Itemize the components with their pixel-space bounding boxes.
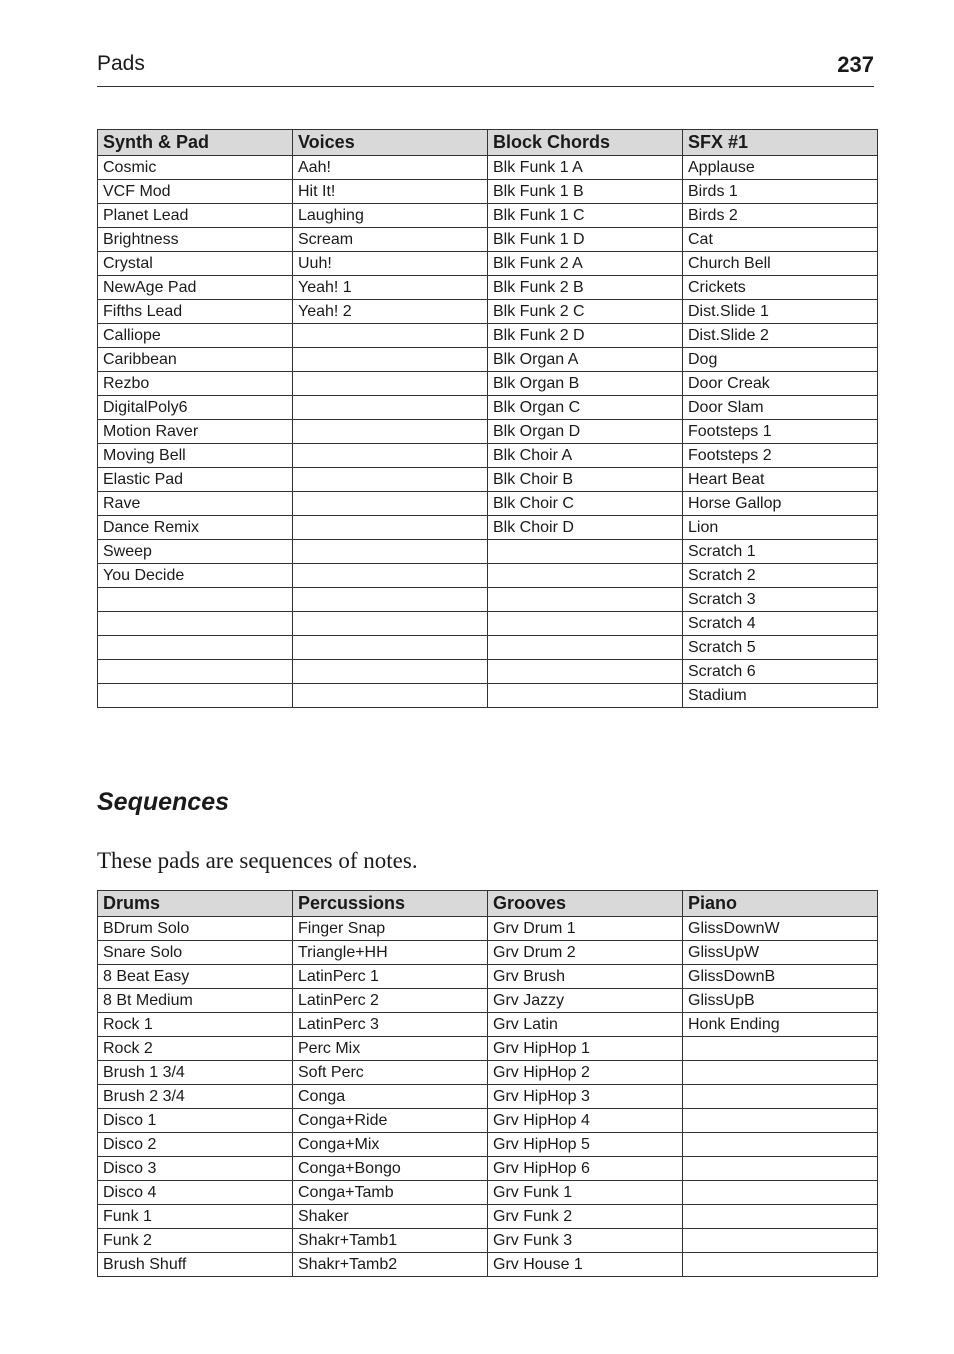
table-cell: Footsteps 1 [683,420,878,444]
table-row [98,420,878,444]
table-cell: Birds 1 [683,180,878,204]
table-cell: Finger Snap [293,917,488,941]
table-row [98,180,878,204]
table-cell [488,684,683,708]
table-cell [293,468,488,492]
table-cell: Grv HipHop 2 [488,1061,683,1085]
table-cell: Grv HipHop 4 [488,1109,683,1133]
table-row [98,660,878,684]
table-cell: Grv Latin [488,1013,683,1037]
table-row [98,989,878,1013]
table-row [98,492,878,516]
table-cell [683,1229,878,1253]
pads-table-1 [97,129,878,708]
table-row [98,1085,878,1109]
table-cell: Hit It! [293,180,488,204]
column-header: Piano [683,891,878,917]
table-cell [683,1085,878,1109]
table-cell [293,396,488,420]
table-row [98,636,878,660]
table-cell: Grv Drum 2 [488,941,683,965]
table-cell: Scratch 5 [683,636,878,660]
table-cell: Birds 2 [683,204,878,228]
table-row [98,396,878,420]
column-header: Block Chords [488,130,683,156]
page-number: 237 [837,52,874,77]
table-cell: Brightness [98,228,293,252]
table-cell [683,1157,878,1181]
table-cell: Blk Funk 1 C [488,204,683,228]
table-cell: Grv HipHop 3 [488,1085,683,1109]
table-cell: Blk Choir C [488,492,683,516]
table-cell: Footsteps 2 [683,444,878,468]
column-header: Voices [293,130,488,156]
table-cell [98,636,293,660]
table-row [98,588,878,612]
table-cell [98,660,293,684]
table-cell: Funk 1 [98,1205,293,1229]
column-header: Percussions [293,891,488,917]
table-row [98,965,878,989]
table-row [98,1013,878,1037]
table-row [98,1229,878,1253]
table-cell: NewAge Pad [98,276,293,300]
table-cell: Blk Funk 2 A [488,252,683,276]
table-row [98,1061,878,1085]
table-cell: Scratch 1 [683,540,878,564]
table-row [98,1133,878,1157]
table-cell: Lion [683,516,878,540]
table-row [98,540,878,564]
table-cell: Disco 4 [98,1181,293,1205]
table-cell: Blk Funk 2 B [488,276,683,300]
table-cell [293,636,488,660]
table-row [98,1253,878,1277]
table-cell: Conga+Mix [293,1133,488,1157]
table-cell: Shakr+Tamb2 [293,1253,488,1277]
table-row [98,252,878,276]
table-cell: Blk Funk 2 C [488,300,683,324]
table-row [98,612,878,636]
table-cell: Blk Organ D [488,420,683,444]
table-cell [293,660,488,684]
table-cell: Elastic Pad [98,468,293,492]
table-cell: DigitalPoly6 [98,396,293,420]
table-cell: Blk Choir A [488,444,683,468]
table-row [98,1181,878,1205]
table-cell: Conga+Tamb [293,1181,488,1205]
table-cell: Blk Organ B [488,372,683,396]
table-cell: GlissUpB [683,989,878,1013]
table-cell: Grv Funk 2 [488,1205,683,1229]
table-cell: GlissDownB [683,965,878,989]
table-cell: Disco 3 [98,1157,293,1181]
table-cell [488,660,683,684]
table-cell [293,684,488,708]
table-cell: Door Slam [683,396,878,420]
table-cell: Cat [683,228,878,252]
table-cell: Horse Gallop [683,492,878,516]
table-cell: Rock 2 [98,1037,293,1061]
table-row [98,684,878,708]
table-row [98,204,878,228]
table-cell: Blk Funk 2 D [488,324,683,348]
table-cell: Blk Organ A [488,348,683,372]
table-row [98,156,878,180]
table-cell: LatinPerc 1 [293,965,488,989]
table-cell: Blk Organ C [488,396,683,420]
table-cell: Blk Choir B [488,468,683,492]
table-cell: VCF Mod [98,180,293,204]
table-cell: Planet Lead [98,204,293,228]
table-cell: Rezbo [98,372,293,396]
table-cell: Yeah! 2 [293,300,488,324]
table-cell [293,348,488,372]
table-cell: Funk 2 [98,1229,293,1253]
table-row [98,564,878,588]
table-cell: LatinPerc 2 [293,989,488,1013]
table-cell: Scratch 2 [683,564,878,588]
table-cell: Brush 2 3/4 [98,1085,293,1109]
table-cell: Grv Brush [488,965,683,989]
column-header: Synth & Pad [98,130,293,156]
table-cell: Stadium [683,684,878,708]
table-header-row [98,130,878,156]
table-cell: Blk Funk 1 A [488,156,683,180]
table-cell: Grv Drum 1 [488,917,683,941]
table-cell: Dist.Slide 1 [683,300,878,324]
table-cell: Moving Bell [98,444,293,468]
table-cell [488,564,683,588]
table-cell: Door Creak [683,372,878,396]
table-cell [683,1253,878,1277]
table-row [98,444,878,468]
table-cell: Grv House 1 [488,1253,683,1277]
page-header [97,50,874,87]
table-cell: Rave [98,492,293,516]
table-cell [293,540,488,564]
table-cell: Yeah! 1 [293,276,488,300]
table-cell: Scratch 6 [683,660,878,684]
table-cell: Cosmic [98,156,293,180]
table-row [98,1157,878,1181]
table-cell: Scratch 4 [683,612,878,636]
table-row [98,372,878,396]
section-description: These pads are sequences of notes. [97,848,418,873]
table-cell [293,324,488,348]
table-cell: Disco 1 [98,1109,293,1133]
table-cell: Aah! [293,156,488,180]
table-cell: Snare Solo [98,941,293,965]
table-cell [293,564,488,588]
table-cell [293,492,488,516]
table-cell: LatinPerc 3 [293,1013,488,1037]
table-cell: 8 Beat Easy [98,965,293,989]
table-cell: GlissDownW [683,917,878,941]
table-cell: Rock 1 [98,1013,293,1037]
table-row [98,1109,878,1133]
table-cell [488,612,683,636]
table-row [98,917,878,941]
table-cell: Grv HipHop 6 [488,1157,683,1181]
table-cell [98,612,293,636]
table-cell: Caribbean [98,348,293,372]
table-cell [683,1205,878,1229]
table-cell: Disco 2 [98,1133,293,1157]
table-cell: Applause [683,156,878,180]
table-cell [488,540,683,564]
table-cell: Shakr+Tamb1 [293,1229,488,1253]
table-cell [293,588,488,612]
table-row [98,228,878,252]
table-cell: Fifths Lead [98,300,293,324]
table-cell: Grv HipHop 5 [488,1133,683,1157]
table-cell: Calliope [98,324,293,348]
table-row [98,300,878,324]
table-cell: 8 Bt Medium [98,989,293,1013]
table-cell: Motion Raver [98,420,293,444]
table-row [98,1205,878,1229]
table-cell [683,1061,878,1085]
table-row [98,1037,878,1061]
table-cell: Crickets [683,276,878,300]
table-cell: Conga+Ride [293,1109,488,1133]
table-row [98,941,878,965]
table-cell: Shaker [293,1205,488,1229]
table-cell: Crystal [98,252,293,276]
table-cell: You Decide [98,564,293,588]
table-cell [488,636,683,660]
table-cell [683,1109,878,1133]
table-cell: Blk Funk 1 B [488,180,683,204]
table-cell: Church Bell [683,252,878,276]
table-row [98,348,878,372]
table-cell: Conga [293,1085,488,1109]
table-cell: Conga+Bongo [293,1157,488,1181]
column-header: Drums [98,891,293,917]
table-cell [98,684,293,708]
table-cell [293,420,488,444]
table-cell: Blk Choir D [488,516,683,540]
table-row [98,516,878,540]
table-cell: Scream [293,228,488,252]
table-cell [683,1181,878,1205]
table-cell: Grv Funk 1 [488,1181,683,1205]
table-cell [293,612,488,636]
table-row [98,276,878,300]
section-title: Sequences [97,788,230,816]
table-cell: Honk Ending [683,1013,878,1037]
table-cell: Dance Remix [98,516,293,540]
table-cell: Grv HipHop 1 [488,1037,683,1061]
table-cell: BDrum Solo [98,917,293,941]
table-cell: Scratch 3 [683,588,878,612]
table-cell: Grv Funk 3 [488,1229,683,1253]
table-row [98,324,878,348]
table-cell [293,372,488,396]
table-cell: Brush 1 3/4 [98,1061,293,1085]
table-cell: Perc Mix [293,1037,488,1061]
table-cell: Triangle+HH [293,941,488,965]
table-cell [683,1133,878,1157]
table-cell: Soft Perc [293,1061,488,1085]
table-cell: Grv Jazzy [488,989,683,1013]
table-cell: Heart Beat [683,468,878,492]
table-cell: GlissUpW [683,941,878,965]
table-cell [683,1037,878,1061]
table-row [98,468,878,492]
table-cell: Brush Shuff [98,1253,293,1277]
table-cell: Uuh! [293,252,488,276]
table-cell: Sweep [98,540,293,564]
column-header: Grooves [488,891,683,917]
table-cell: Laughing [293,204,488,228]
pads-table-2 [97,890,878,1277]
table-header-row [98,891,878,917]
table-cell [293,516,488,540]
table-cell [98,588,293,612]
table-cell [488,588,683,612]
table-cell: Dist.Slide 2 [683,324,878,348]
table-cell: Dog [683,348,878,372]
table-cell: Blk Funk 1 D [488,228,683,252]
column-header: SFX #1 [683,130,878,156]
table-cell [293,444,488,468]
section-name: Pads [97,52,145,75]
